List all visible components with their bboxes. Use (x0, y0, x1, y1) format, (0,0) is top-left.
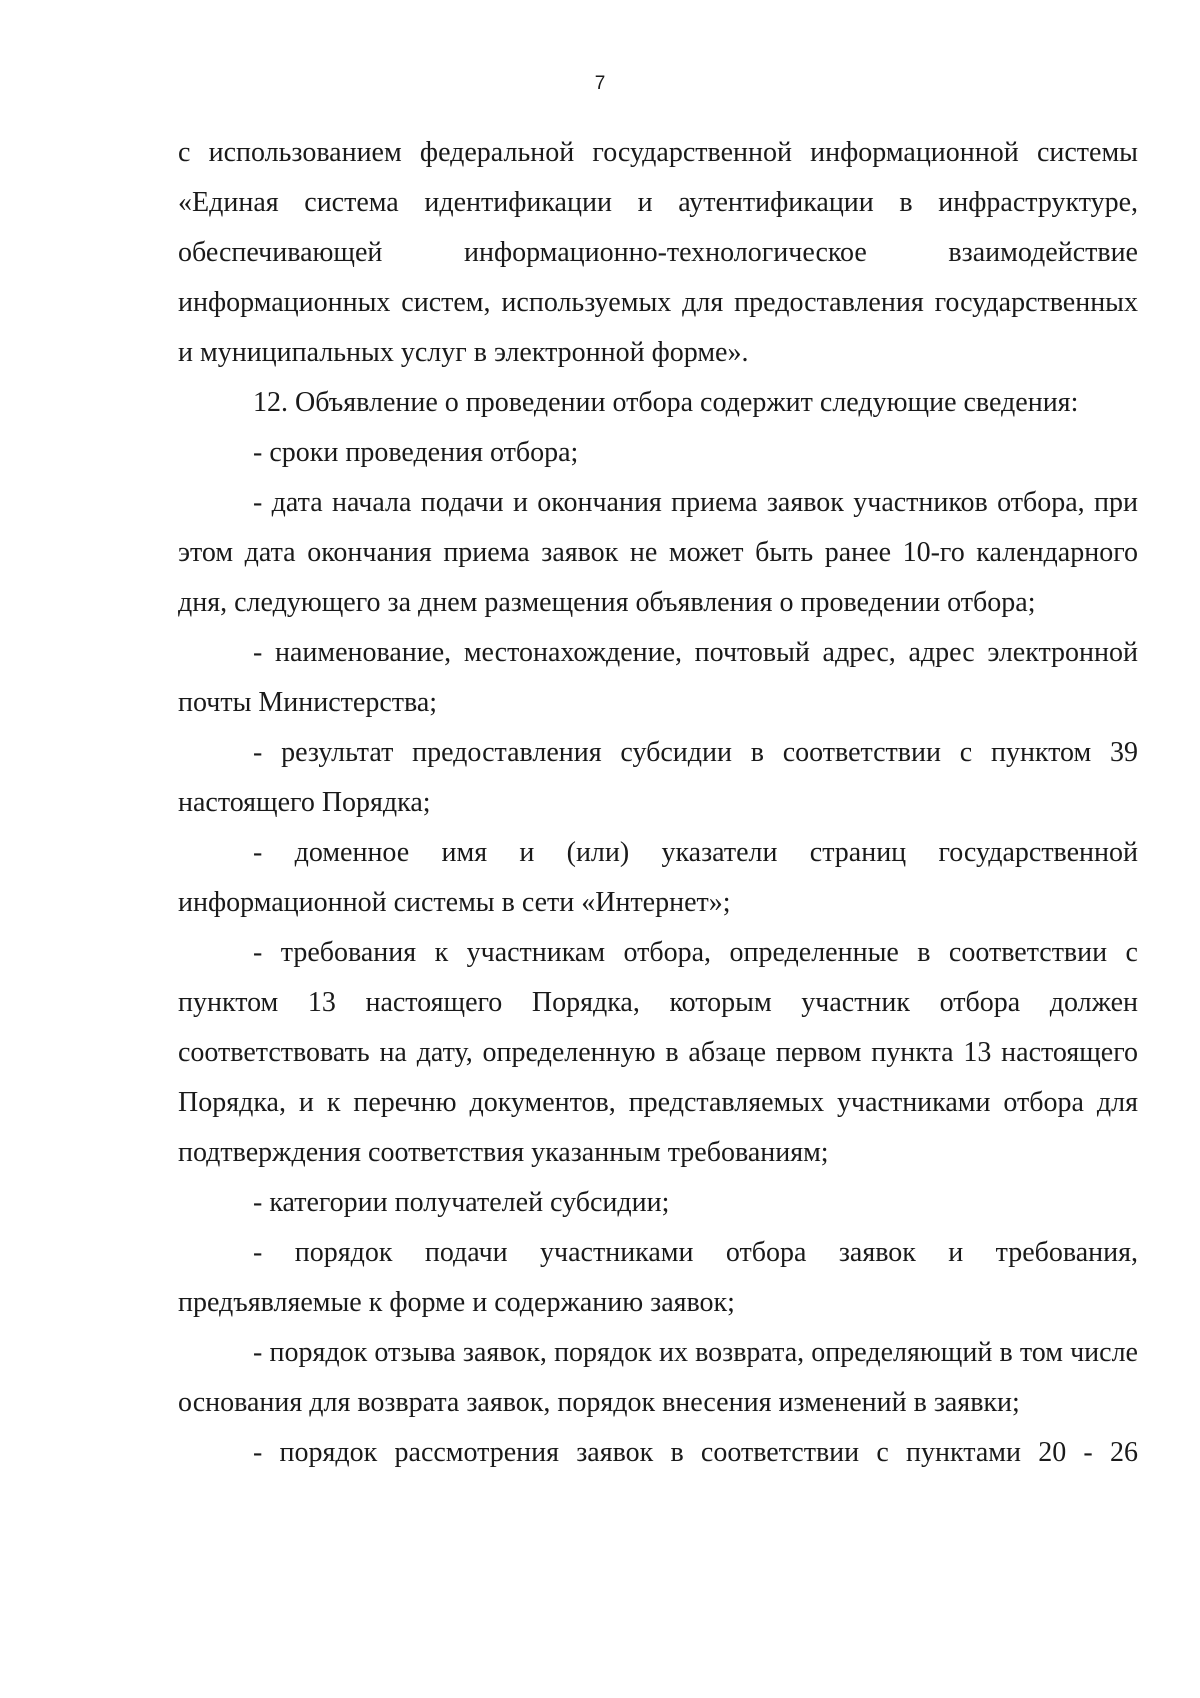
page-number: 7 (594, 73, 606, 94)
list-item-ministry-contacts: - наименование, местонахождение, почтовый адрес, адрес электронной почты Министерства; (178, 637, 1138, 718)
list-item-withdrawal-procedure: - порядок отзыва заявок, порядок их возврата, определяющий в том числе основания для возврата заявок, порядок внесения изменений в заявки; (178, 1337, 1138, 1418)
document-body (178, 128, 1138, 1478)
paragraph-item-12-intro: 12. Объявление о проведении отбора содержит следующие сведения: (253, 387, 1079, 418)
paragraph-continuation: с использованием федеральной государственной информационной системы «Единая система идентификации и аутентификации в инфраструктуре, обеспечивающей информационно-технологическое взаимодействие информационных систем, используемых для предоставления государственных и муниципальных услуг в электронной форме». (178, 137, 1138, 368)
list-item-application-dates: - дата начала подачи и окончания приема заявок участников отбора, при этом дата окончания приема заявок не может быть ранее 10-го календарного дня, следующего за днем размещения объявления о проведении отбора; (178, 487, 1138, 618)
list-item-selection-period: - сроки проведения отбора; (253, 437, 579, 468)
list-item-review-procedure: - порядок рассмотрения заявок в соответствии с пунктами 20 - 26 (253, 1437, 1138, 1468)
list-item-submission-procedure: - порядок подачи участниками отбора заявок и требования, предъявляемые к форме и содержанию заявок; (178, 1237, 1138, 1318)
list-item-subsidy-result: - результат предоставления субсидии в соответствии с пунктом 39 настоящего Порядка; (178, 737, 1138, 818)
list-item-recipient-categories: - категории получателей субсидии; (253, 1187, 670, 1218)
list-item-domain-name: - доменное имя и (или) указатели страниц государственной информационной системы в сети «Интернет»; (178, 837, 1138, 918)
list-item-participant-requirements: - требования к участникам отбора, определенные в соответствии с пунктом 13 настоящего Порядка, которым участник отбора должен соответствовать на дату, определенную в абзаце первом пункта 13 настоящего Порядка, и к перечню документов, представляемых участниками отбора для подтверждения соответствия указанным требованиям; (178, 937, 1138, 1168)
